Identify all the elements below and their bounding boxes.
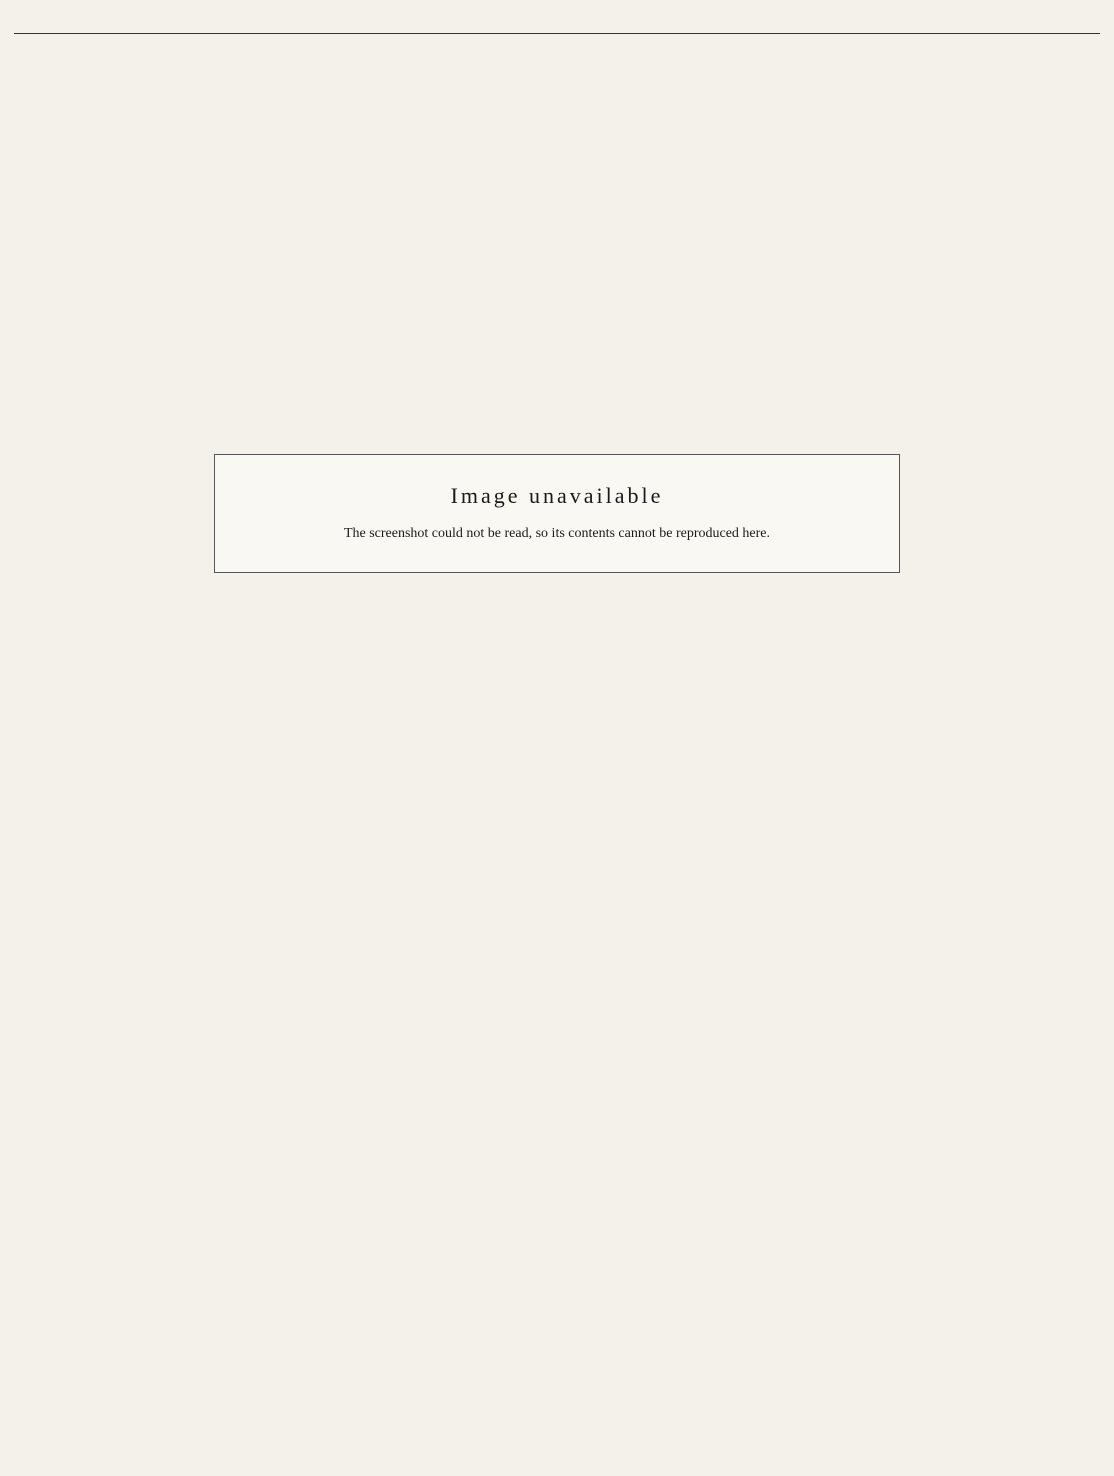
notice-body: The screenshot could not be read, so its contents cannot be reproduced here. [343,526,771,541]
masthead [14,10,1100,34]
notice-title: Image unavailable [450,483,664,508]
unavailable-notice [214,454,900,573]
